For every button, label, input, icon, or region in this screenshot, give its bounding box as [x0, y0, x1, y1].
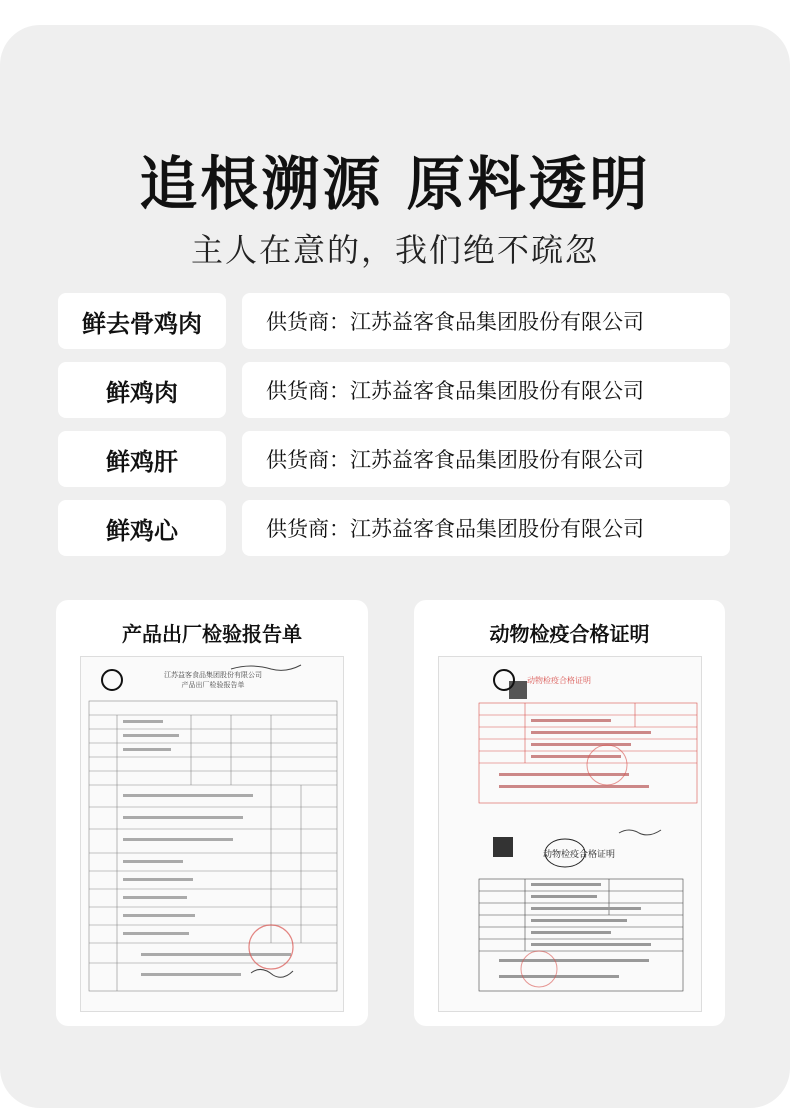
certificate-heading-bottom: 动物检疫合格证明 [542, 850, 616, 860]
source-supplier: 供货商：江苏益客食品集团股份有限公司 [242, 293, 730, 349]
report-document-drawing [81, 657, 344, 1012]
quarantine-certificate-card [414, 600, 725, 1026]
inspection-report-image [80, 656, 344, 1012]
source-name: 鲜鸡肝 [58, 431, 226, 487]
page-subtitle: 主人在意的，我们绝不疏忽 [190, 231, 599, 269]
source-name: 鲜鸡心 [58, 500, 226, 556]
source-row [58, 500, 730, 556]
certificate-heading-top: 动物检疫合格证明 [527, 676, 591, 685]
source-name: 鲜鸡肉 [58, 362, 226, 418]
circle-marker-icon [101, 669, 123, 691]
source-row [58, 362, 730, 418]
source-supplier: 供货商：江苏益客食品集团股份有限公司 [242, 362, 730, 418]
source-row [58, 293, 730, 349]
quarantine-certificate-image [438, 656, 702, 1012]
circle-marker-icon [493, 669, 515, 691]
source-supplier: 供货商：江苏益客食品集团股份有限公司 [242, 500, 730, 556]
report-heading: 江苏益客食品集团股份有限公司 [164, 671, 262, 679]
page-title: 追根溯源 原料透明 [139, 150, 651, 218]
card-title: 产品出厂检验报告单 [122, 622, 302, 646]
report-subheading: 产品出厂检验报告单 [181, 681, 245, 689]
card-title: 动物检疫合格证明 [489, 622, 650, 646]
source-row [58, 431, 730, 487]
source-name: 鲜去骨鸡肉 [58, 293, 226, 349]
certificate-document-drawing [439, 657, 702, 1012]
source-supplier: 供货商：江苏益客食品集团股份有限公司 [242, 431, 730, 487]
inspection-report-card [56, 600, 368, 1026]
